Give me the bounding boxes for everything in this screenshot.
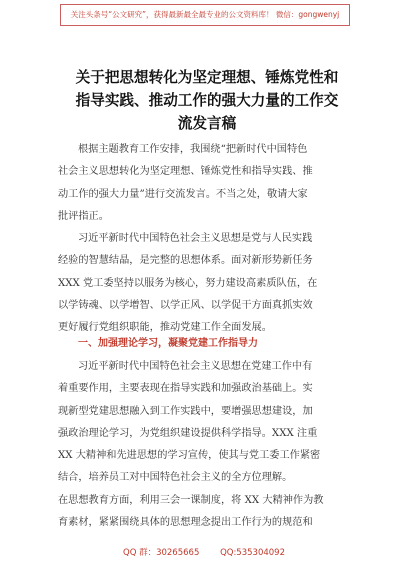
paragraph-line: 结合，培养员工对中国特色社会主义的全方位理解。	[58, 472, 293, 484]
thought-paragraph	[58, 228, 354, 339]
paragraph-line: 强政治理论学习，为党组织建设提供科学指导。XXX 注重	[58, 427, 318, 439]
paragraph-line: 更好履行党组织职能，推动党建工作全面发展。	[58, 322, 272, 334]
title-line: 流发言稿	[177, 115, 237, 132]
title-line: 指导实践、推动工作的强大力量的工作交	[75, 92, 339, 109]
paragraph-line: 着重要作用，主要表现在指导实践和加强政治基础上。实	[58, 383, 313, 395]
qq-text: QQ:535304092	[220, 548, 285, 558]
paragraph-line: 习近平新时代中国特色社会主义思想在党建工作中有	[78, 361, 313, 372]
qq-group-text: QQ 群：30265665	[123, 548, 200, 558]
paragraph-line: 现新型党建思想融入到工作实践中，要增强思想建设，加	[58, 405, 313, 417]
paragraph-line: 动工作的强大力量”进行交流发言。不当之处，敬请大家	[58, 188, 308, 200]
promo-banner-text: 关注头条号“公文研究”，获得最新最全最专业的公文资料库！ 微信：gongwenyj	[70, 10, 340, 19]
title-line: 关于把思想转化为坚定理想、锤炼党性和	[75, 69, 339, 86]
paragraph-line: 习近平新时代中国特色社会主义思想是党与人民实践	[78, 233, 313, 244]
section-heading: 一、加强理论学习，凝聚党建工作指导力	[78, 338, 258, 349]
paragraph-line: 在思想教育方面，利用三会一课制度，将 XX 大精神作为教	[58, 494, 324, 506]
paragraph-line: 经验的智慧结晶，是完整的思想体系。面对新形势新任务	[58, 255, 313, 267]
paragraph-line: XX 大精神和先进思想的学习宣传，使其与党工委工作紧密	[58, 450, 321, 462]
promo-banner	[60, 4, 350, 26]
intro-paragraph	[58, 139, 354, 228]
paragraph-line: 社会主义思想转化为坚定理想、锤炼党性和指导实践、推	[58, 166, 313, 178]
paragraph-line: 育素材，紧紧围绕具体的思想理念提出工作行为的规范和	[58, 517, 313, 529]
section-paragraph	[58, 356, 354, 534]
document-title	[60, 66, 354, 135]
paragraph-line: 以学铸魂、以学增智、以学正风、以学促干方面真抓实效	[58, 299, 313, 311]
paragraph-line: 根据主题教育工作安排，我围绕“把新时代中国特色	[78, 144, 308, 155]
paragraph-line: XXX 党工委坚持以服务为核心，努力建设高素质队伍，在	[58, 277, 318, 289]
footer-contact	[0, 546, 408, 558]
paragraph-line: 批评指正。	[58, 210, 109, 222]
